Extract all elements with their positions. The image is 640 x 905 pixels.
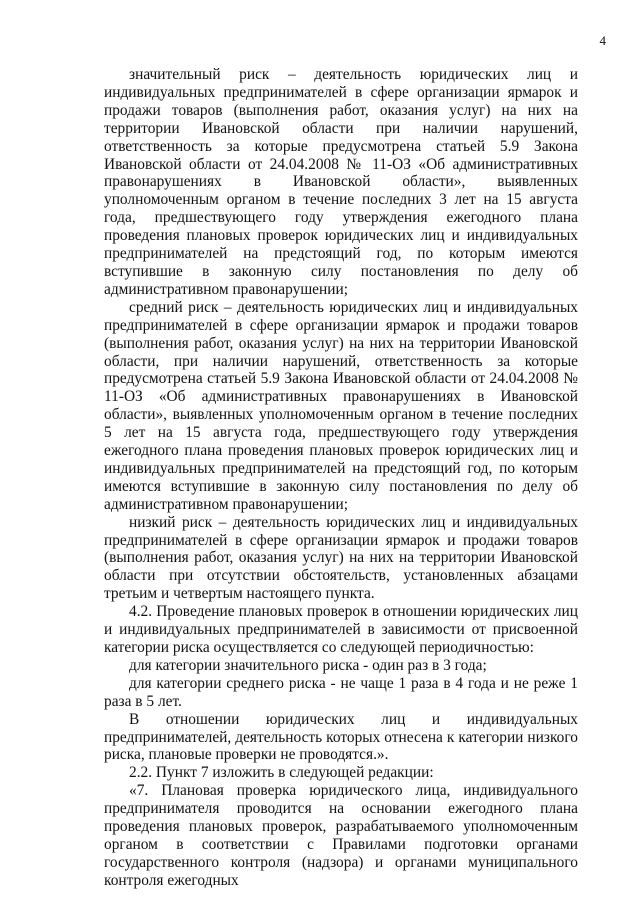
document-body bbox=[104, 66, 578, 890]
paragraph-2-2: 2.2. Пункт 7 изложить в следующей редакции: bbox=[129, 764, 434, 782]
paragraph-low-risk: низкий риск – деятельность юридических лиц и индивидуальных предпринимателей в сфере организации ярмарок и продажи товаров (выполнения работ, оказания услуг) на них на территории Ивановской области при отсутствии обстоятельств, установленных абзацами третьим и четвертым настоящего пункта. bbox=[104, 513, 578, 603]
paragraph-medium-risk: средний риск – деятельность юридических лиц и индивидуальных предпринимателей в сфере организации ярмарок и продажи товаров (выполнения работ, оказания услуг) на них на территории Ивановской области, при наличии нарушений, ответственность за которые предусмотрена статьей 5.9 Закона Ивановской области от 24.04.2008 № 11-ОЗ «Об административных правонарушениях в Ивановской области», выявленных уполномоченным органом в течение последних 5 лет на 15 августа года, предшествующего году утверждения ежегодного плана проведения плановых проверок юридических лиц и индивидуальных предпринимателей на предстоящий год, по которым имеются вступившие в законную силу постановления по делу об административном правонарушении; bbox=[104, 298, 578, 513]
paragraph-significant-frequency: для категории значительного риска - один раз в 3 года; bbox=[129, 656, 487, 674]
paragraph-point-7: «7. Плановая проверка юридического лица, индивидуального предпринимателя проводится на основании ежегодного плана проведения плановых проверок, разрабатываемого уполномоченным органом в соответствии с Правилами подготовки органами государственного контроля (надзора) и органами муниципального контроля ежегодных bbox=[104, 782, 578, 889]
paragraph-low-risk-exemption: В отношении юридических лиц и индивидуальных предпринимателей, деятельность которых отнесена к категории низкого риска, плановые проверки не проводятся.». bbox=[104, 710, 578, 764]
page-number: 4 bbox=[599, 33, 606, 48]
paragraph-medium-frequency: для категории среднего риска - не чаще 1 раза в 4 года и не реже 1 раза в 5 лет. bbox=[104, 674, 578, 710]
paragraph-significant-risk: значительный риск – деятельность юридических лиц и индивидуальных предпринимателей в сфере организации ярмарок и продажи товаров (выполнения работ, оказания услуг) на них на территории Ивановской области при наличии нарушений, ответственность за которые предусмотрена статьей 5.9 Закона Ивановской области от 24.04.2008 № 11-ОЗ «Об административных правонарушениях в Ивановской области», выявленных уполномоченным органом в течение последних 3 лет на 15 августа года, предшествующего году утверждения ежегодного плана проведения плановых проверок юридических лиц и индивидуальных предпринимателей на предстоящий год, по которым имеются вступившие в законную силу постановления по делу об административном правонарушении; bbox=[104, 66, 578, 298]
paragraph-4-2: 4.2. Проведение плановых проверок в отношении юридических лиц и индивидуальных предпринимателей в зависимости от присвоенной категории риска осуществляется со следующей периодичностью: bbox=[104, 603, 578, 656]
